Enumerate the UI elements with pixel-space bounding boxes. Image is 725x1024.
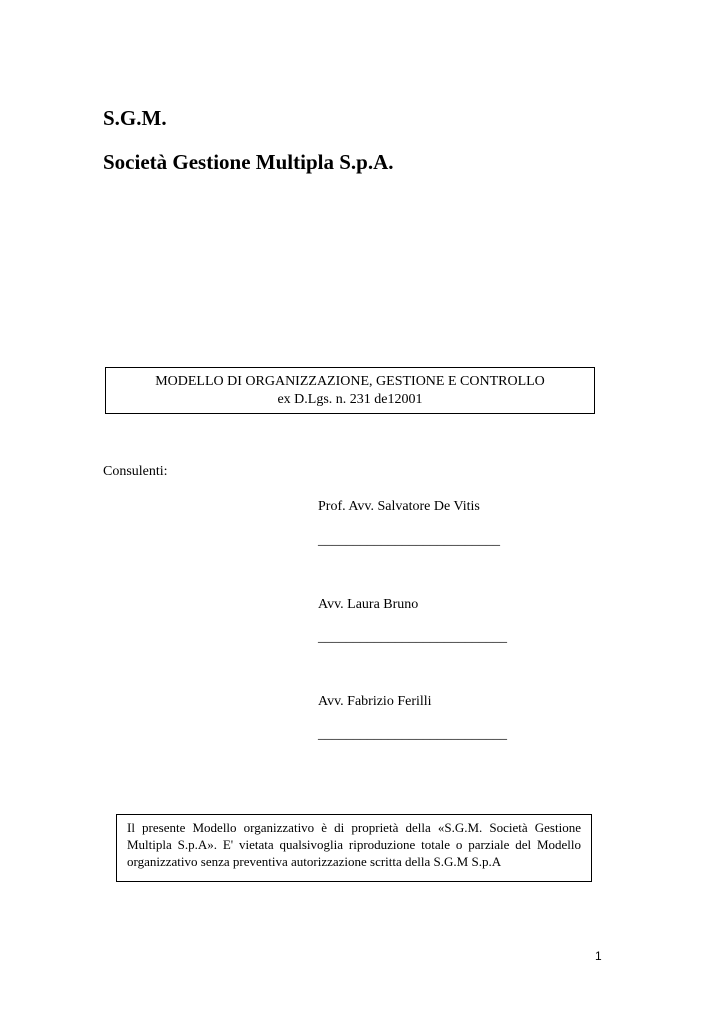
company-short-name: S.G.M. bbox=[103, 106, 167, 130]
consultants-label: Consulenti: bbox=[103, 464, 168, 479]
copyright-notice-box bbox=[116, 814, 592, 882]
model-title-box bbox=[105, 367, 595, 414]
consultant-name: Prof. Avv. Salvatore De Vitis bbox=[318, 499, 480, 514]
company-full-name: Società Gestione Multipla S.p.A. bbox=[103, 150, 394, 174]
consultant-name: Avv. Fabrizio Ferilli bbox=[318, 694, 432, 709]
copyright-notice-text: Il presente Modello organizzativo è di proprietà della «S.G.M. Società Gestione Multipla S.p.A». E' vietata qualsivoglia riproduzione totale o parziale del Modello organizzativo senza preventiva autorizzazione scritta della S.G.M S.p.A bbox=[127, 820, 581, 869]
signature-line: __________________________ bbox=[318, 533, 500, 548]
consultant-name: Avv. Laura Bruno bbox=[318, 597, 419, 612]
model-subtitle-line: ex D.Lgs. n. 231 de12001 bbox=[277, 392, 423, 407]
model-title-line: MODELLO DI ORGANIZZAZIONE, GESTIONE E CONTROLLO bbox=[155, 374, 545, 389]
signature-line: ___________________________ bbox=[318, 727, 507, 742]
page-number: 1 bbox=[595, 949, 602, 963]
signature-line: ___________________________ bbox=[318, 630, 507, 645]
